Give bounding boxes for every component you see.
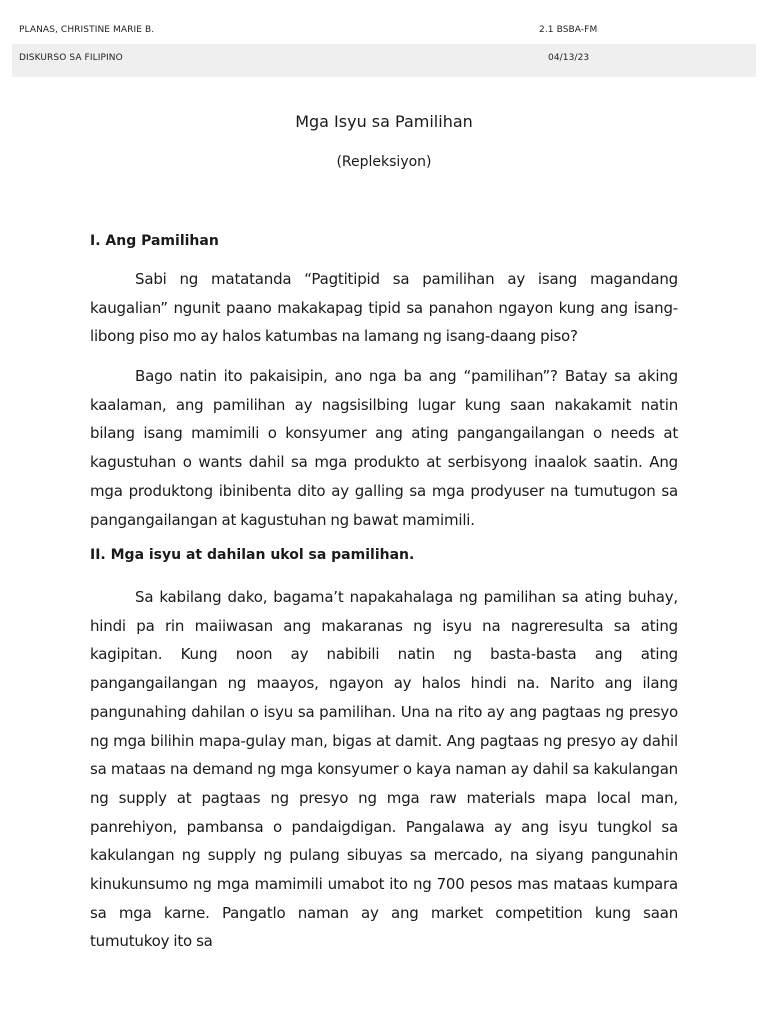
document-title: Mga Isyu sa Pamilihan	[295, 112, 473, 131]
header-band	[12, 44, 756, 77]
paragraph: Bago natin ito pakaisipin, ano nga ba ang “pamilihan”? Batay sa aking kaalaman, ang pamilihan ay nagsisilbing lugar kung saan nakakamit natin bilang isang mamimili o konsyumer ang ating pangangailangan o needs at kagustuhan o wants dahil sa mga produkto at serbisyong inaalok saatin. Ang mga produktong ibinibenta dito ay galling sa mga prodyuser na tumutugon sa pangangailangan at kagustuhan ng bawat mamimili.	[90, 367, 678, 529]
document-date: 04/13/23	[548, 53, 590, 63]
document-subtitle: (Repleksiyon)	[336, 154, 432, 170]
paragraph: Sa kabilang dako, bagama’t napakahalaga ng pamilihan sa ating buhay, hindi pa rin maiiwasan ang makaranas ng isyu na nagreresulta sa ating kagipitan. Kung noon ay nabibili natin ng basta-basta ang ating pangangailangan ng maayos, ngayon ay halos hindi na. Narito ang ilang pangunahing dahilan o isyu sa pamilihan. Una na rito ay ang pagtaas ng presyo ng mga bilihin mapa-gulay man, bigas at damit. Ang pagtaas ng presyo ay dahil sa mataas na demand ng mga konsyumer o kaya naman ay dahil sa kakulangan ng supply at pagtaas ng presyo ng mga raw materials mapa local man, panrehiyon, pambansa o pandaigdigan. Pangalawa ay ang isyu tungkol sa kakulangan ng supply ng pulang sibuyas sa mercado, na siyang pangunahin kinukunsumo ng mga mamimili umabot ito ng 700 pesos mas mataas kumpara sa mga karne. Pangatlo naman ay ang market competition kung saan tumutukoy ito sa	[90, 588, 678, 951]
section-heading-1: I. Ang Pamilihan	[90, 233, 219, 249]
course-section: 2.1 BSBA-FM	[539, 25, 598, 35]
section-heading-2: II. Mga isyu at dahilan ukol sa pamilihan.	[90, 547, 415, 563]
paragraph: Sabi ng matatanda “Pagtitipid sa pamilihan ay isang magandang kaugalian” ngunit paano makakapag tipid sa panahon ngayon kung ang isang-libong piso mo ay halos katumbas na lamang ng isang-daang piso?	[90, 270, 678, 346]
subject-name: DISKURSO SA FILIPINO	[19, 53, 123, 63]
student-name: PLANAS, CHRISTINE MARIE B.	[19, 25, 155, 35]
